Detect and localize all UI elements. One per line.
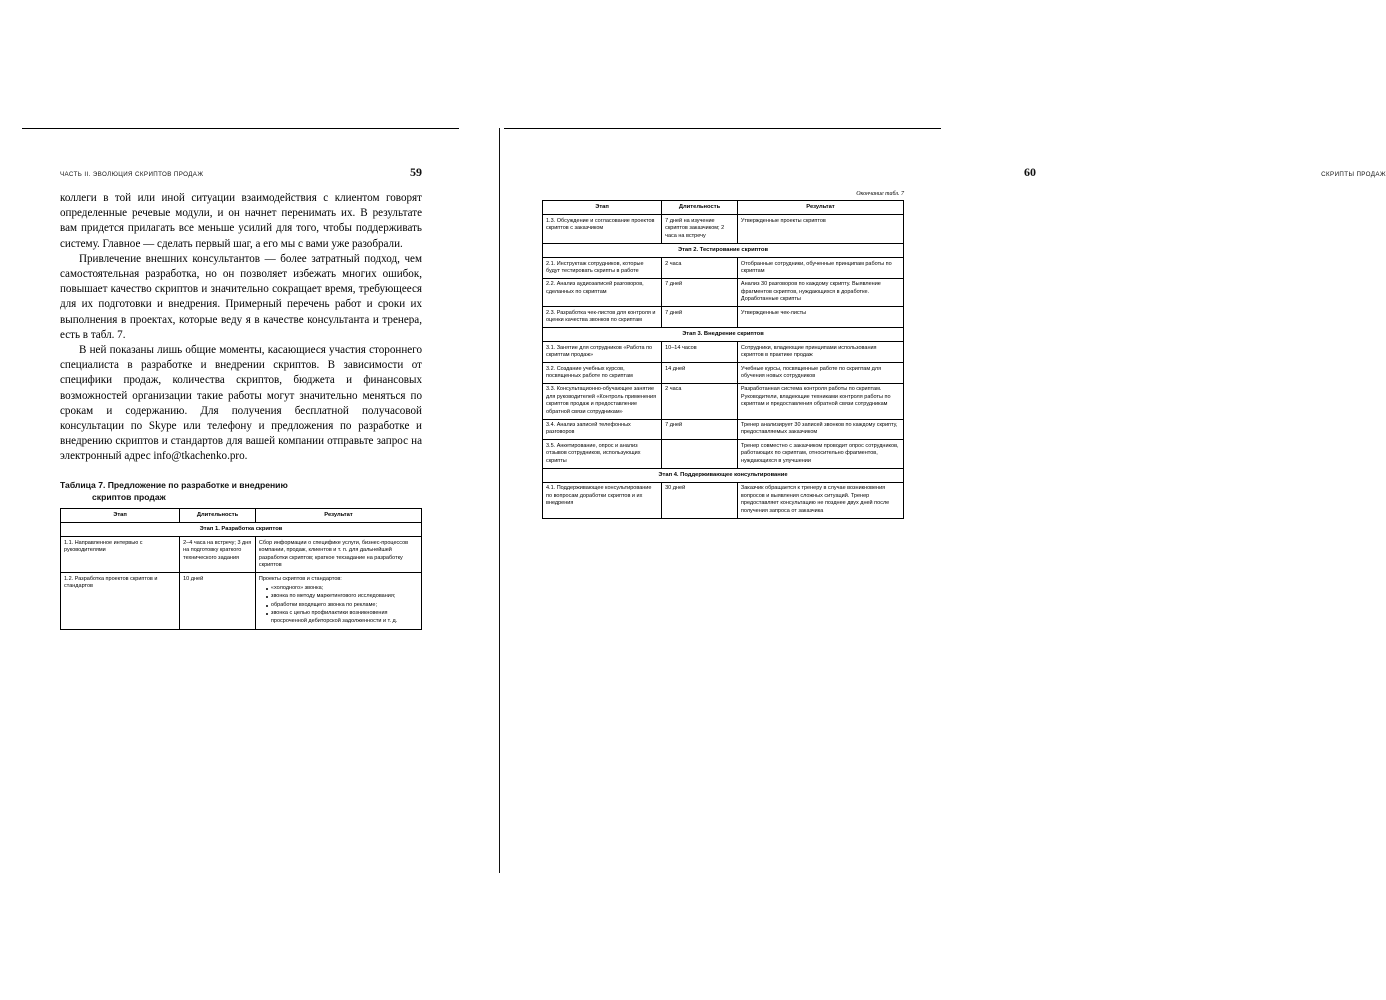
cell-stage: 3.3. Консультационно-обучающее занятие для руководителей «Контроль применения скриптов продаж и предоставление обратной связи сотрудникам» [543, 383, 662, 419]
left-body-column [60, 191, 422, 630]
cell-result: Анализ 30 разговоров по каждому скрипту. Выявление фрагментов скриптов, нуждающихся в доработке. Доработанные скрипты [737, 278, 903, 306]
cell-stage: 4.1. Поддерживающее консультирование по вопросам доработки скриптов и их внедрения [543, 482, 662, 518]
right-body-column [542, 191, 904, 519]
table-row [543, 278, 904, 306]
cell-result: Тренер анализирует 30 записей звонков по каждому скрипту, предоставляемых заказчиком [737, 419, 903, 440]
stage-label: Этап 3. Внедрение скриптов [543, 327, 904, 341]
cell-duration: 10 дней [180, 573, 256, 629]
cell-duration [662, 440, 738, 468]
table-row [543, 363, 904, 384]
table-row [543, 383, 904, 419]
stage-label: Этап 1. Разработка скриптов [61, 523, 422, 537]
cell-result: Утвержденные чек-листы [737, 307, 903, 328]
table-row [61, 537, 422, 573]
cell-result-list [259, 585, 418, 625]
cell-duration: 2 часа [662, 258, 738, 279]
list-item: обработки входящего звонка по рекламе; [266, 602, 418, 609]
cell-result: Учебные курсы, посвященные работе по скриптам для обучения новых сотрудников [737, 363, 903, 384]
table-row [543, 440, 904, 468]
table-row [61, 573, 422, 629]
cell-result: Утвержденные проекты скриптов [737, 215, 903, 243]
list-item: «холодного» звонка; [266, 585, 418, 592]
left-running-head-row [60, 165, 422, 187]
column-header-stage: Этап [61, 508, 180, 522]
table-row [543, 419, 904, 440]
right-page [504, 128, 1386, 874]
cell-stage: 1.1. Направленное интервью с руководителями [61, 537, 180, 573]
cell-result: Заказчик обращается к тренеру в случае возникновения вопросов и выявления сложных ситуаций. Тренер предоставляет консультацию не позднее двух дней после получения запроса от заказчика [737, 482, 903, 518]
left-running-head: ЧАСТЬ II. ЭВОЛЮЦИЯ СКРИПТОВ ПРОДАЖ [60, 171, 204, 178]
paragraph: В ней показаны лишь общие моменты, касающиеся участия стороннего специалиста в разработке и внедрении скриптов. В зависимости от специфики продаж, количества скриптов, бюджета и финансовых возможностей организации такие работы могут значительно меняться по срокам и содержанию. Для получения бесплатной получасовой консультации по Skype или телефону и предложения по разработке и внедрению скриптов и стандартов для вашей компании отправьте запрос на электронный адрес info@tkachenko.pro. [60, 344, 422, 463]
column-header-duration: Длительность [180, 508, 256, 522]
stage-label: Этап 2. Тестирование скриптов [543, 243, 904, 257]
table-continuation-note: Окончание табл. 7 [856, 191, 904, 197]
cell-stage: 3.4. Анализ записей телефонных разговоров [543, 419, 662, 440]
cell-duration: 10–14 часов [662, 342, 738, 363]
cell-duration: 7 дней [662, 307, 738, 328]
table-stage-row [543, 327, 904, 341]
table-row [543, 342, 904, 363]
table-row [543, 258, 904, 279]
column-header-stage: Этап [543, 201, 662, 215]
list-item: звонка по методу маркетингового исследования; [266, 593, 418, 600]
table-stage-row [543, 243, 904, 257]
table-7-part-1 [60, 508, 422, 630]
right-running-head: СКРИПТЫ ПРОДАЖ [1321, 171, 1386, 178]
table-header-row [543, 201, 904, 215]
table-row [543, 307, 904, 328]
cell-result: Сбор информации о специфике услуги, бизнес-процессов компании, продаж, клиентов и т. п. для дальнейшей разработки скриптов; краткое техзадание на разработку скриптов [255, 537, 421, 573]
right-page-number: 60 [1024, 165, 1036, 179]
cell-result: Разработанная система контроля работы по скриптам. Руководители, владеющие техниками контроля работы по скриптам и предоставления обратной связи сотрудникам [737, 383, 903, 419]
table-row [543, 482, 904, 518]
cell-duration: 2–4 часа на встречу; 3 дня на подготовку краткого технического задания [180, 537, 256, 573]
left-page-number: 59 [410, 165, 422, 179]
cell-stage: 3.2. Создание учебных курсов, посвященных работе по скриптам [543, 363, 662, 384]
table-caption-line-1: Таблица 7. Предложение по разработке и внедрению [60, 479, 288, 490]
table-header-row [61, 508, 422, 522]
column-header-result: Результат [737, 201, 903, 215]
list-item: звонка с целью профилактики возникновения просроченной дебиторской задолженности и т. д. [266, 610, 418, 625]
cell-result: Тренер совместно с заказчиком проводит опрос сотрудников, работающих по скриптам, относительно фрагментов, нуждающихся в улучшении [737, 440, 903, 468]
stage-label: Этап 4. Поддерживающее консультирование [543, 468, 904, 482]
cell-result [255, 573, 421, 629]
cell-duration: 14 дней [662, 363, 738, 384]
paragraph: Привлечение внешних консультантов — более затратный подход, чем самостоятельная разработка, но он позволяет избежать многих ошибок, повышает качество скриптов и значительно сокращает время, требующееся для их подготовки и внедрения. Примерный перечень работ и сроки их выполнения в проектах, которые веду я в качестве консультанта и тренера, есть в табл. 7. [60, 252, 422, 341]
cell-duration: 2 часа [662, 383, 738, 419]
table-caption-line-2: скриптов продаж [92, 491, 166, 502]
table-stage-row [543, 468, 904, 482]
cell-stage: 1.3. Обсуждение и согласование проектов скриптов с заказчиком [543, 215, 662, 243]
column-header-result: Результат [255, 508, 421, 522]
cell-duration: 7 дней [662, 419, 738, 440]
column-header-duration: Длительность [662, 201, 738, 215]
cell-duration: 7 дней [662, 278, 738, 306]
cell-duration: 7 дней на изучение скриптов заказчиком; 2 часа на встречу [662, 215, 738, 243]
page-gutter [499, 128, 500, 873]
table-caption [60, 479, 422, 503]
cell-stage: 3.5. Анкетирование, опрос и анализ отзывов сотрудников, использующих скрипты [543, 440, 662, 468]
cell-stage: 1.2. Разработка проектов скриптов и стандартов [61, 573, 180, 629]
table-row [543, 215, 904, 243]
cell-stage: 3.1. Занятие для сотрудников «Работа по скриптам продаж» [543, 342, 662, 363]
cell-result-intro: Проекты скриптов и стандартов: [258, 575, 342, 582]
paragraph: коллеги в той или иной ситуации взаимодействия с клиентом говорят определенные речевые модули, и он начнет перенимать их. В результате вам придется прилагать все меньше усилий для того, чтобы поддерживать систему. Главное — сделать первый шаг, а его мы с вами уже разобрали. [60, 192, 422, 250]
cell-stage: 2.2. Анализ аудиозаписей разговоров, сделанных по скриптам [543, 278, 662, 306]
table-stage-row [61, 523, 422, 537]
cell-stage: 2.1. Инструктаж сотрудников, которые будут тестировать скрипты в работе [543, 258, 662, 279]
cell-result: Отобранные сотрудники, обученные принципам работы по скриптам [737, 258, 903, 279]
left-page [22, 128, 459, 874]
cell-stage: 2.3. Разработка чек-листов для контроля и оценки качества звонков по скриптам [543, 307, 662, 328]
right-running-head-row [1024, 165, 1386, 187]
table-7-part-2 [542, 200, 904, 519]
cell-duration: 30 дней [662, 482, 738, 518]
cell-result: Сотрудники, владеющие принципами использования скриптов в практике продаж [737, 342, 903, 363]
